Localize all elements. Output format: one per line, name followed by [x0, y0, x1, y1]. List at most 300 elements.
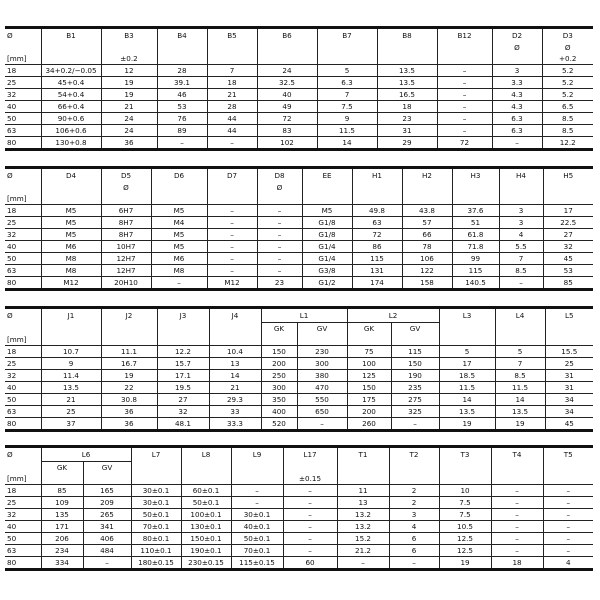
value-cell: 31 [545, 370, 593, 382]
value-cell: 31 [377, 125, 437, 137]
value-cell: – [391, 418, 439, 431]
subheader-cell [452, 182, 499, 193]
value-cell: – [491, 497, 543, 509]
value-cell: 209 [83, 497, 131, 509]
value-cell: 40 [257, 89, 317, 101]
value-cell: 11.1 [101, 346, 157, 358]
bore-size-cell: 25 [5, 358, 41, 370]
bore-size-cell: 40 [5, 101, 41, 113]
subheader-cell [543, 182, 593, 193]
value-cell: 49 [257, 101, 317, 113]
value-cell: 135 [41, 509, 83, 521]
subheader-cell [377, 42, 437, 53]
tolerance-cell [437, 53, 492, 65]
value-cell: 16.7 [101, 358, 157, 370]
header-cell: J1 [41, 308, 101, 323]
value-cell: 44 [207, 125, 257, 137]
value-cell: 18 [377, 101, 437, 113]
value-cell: – [207, 205, 257, 217]
value-cell: 10.5 [439, 521, 491, 533]
header-cell: H5 [543, 168, 593, 183]
value-cell: – [283, 485, 337, 497]
tolerance-cell: ±0.15 [283, 473, 337, 485]
bore-size-cell: 80 [5, 277, 41, 290]
tolerance-cell [439, 334, 495, 346]
value-cell: 36 [101, 137, 157, 150]
value-cell: 18 [491, 557, 543, 570]
value-cell: 45+0.4 [41, 77, 101, 89]
value-cell: 13.5 [41, 382, 101, 394]
value-cell: 100 [347, 358, 391, 370]
table-row [5, 253, 593, 265]
header-cell: J2 [101, 308, 157, 323]
value-cell: 380 [297, 370, 347, 382]
value-cell: 11 [337, 485, 389, 497]
subheader-cell [495, 323, 545, 335]
tolerance-cell [389, 473, 439, 485]
subheader-cell: GK [347, 323, 391, 335]
table-row [5, 533, 593, 545]
subheader-cell [439, 323, 495, 335]
value-cell: 400 [261, 406, 297, 418]
subheader-cell [283, 462, 337, 474]
tolerance-cell [545, 334, 593, 346]
table-row [5, 370, 593, 382]
value-cell: 71.8 [452, 241, 499, 253]
header-cell: B3 [101, 28, 157, 43]
value-cell: 10.7 [41, 346, 101, 358]
header-cell: D3 [542, 28, 593, 43]
header-cell: L17 [283, 447, 337, 462]
value-cell: – [157, 137, 207, 150]
value-cell: 150 [391, 358, 439, 370]
header-cell: B12 [437, 28, 492, 43]
tolerance-cell: ±0.2 [101, 53, 157, 65]
value-cell: 174 [352, 277, 402, 290]
header-cell: L5 [545, 308, 593, 323]
value-cell: 27 [157, 394, 209, 406]
value-cell: 470 [297, 382, 347, 394]
value-cell: 33 [209, 406, 261, 418]
header-cell: T3 [439, 447, 491, 462]
tolerance-cell [207, 193, 257, 205]
value-cell: 72 [352, 229, 402, 241]
value-cell: 32 [543, 241, 593, 253]
value-cell: G1/2 [302, 277, 352, 290]
value-cell: – [283, 497, 337, 509]
value-cell: – [257, 229, 302, 241]
value-cell: 4.3 [492, 101, 542, 113]
tolerance-cell [257, 193, 302, 205]
value-cell: 7 [499, 253, 543, 265]
value-cell: 19 [439, 418, 495, 431]
header-cell: Ø [7, 171, 13, 180]
value-cell: 39.1 [157, 77, 207, 89]
subheader-cell [157, 42, 207, 53]
value-cell: 13.2 [337, 521, 389, 533]
subheader-cell [151, 182, 207, 193]
value-cell: 3 [389, 509, 439, 521]
value-cell: 175 [347, 394, 391, 406]
value-cell: 12H7 [101, 265, 151, 277]
bore-size-cell: 80 [5, 557, 41, 570]
tolerance-cell [377, 53, 437, 65]
value-cell: G1/4 [302, 241, 352, 253]
header-cell: H1 [352, 168, 402, 183]
tolerance-cell [439, 473, 491, 485]
subheader-cell: GV [297, 323, 347, 335]
value-cell: 8.5 [542, 113, 593, 125]
value-cell: 250 [261, 370, 297, 382]
subheader-cell [41, 182, 101, 193]
value-cell: 72 [437, 137, 492, 150]
value-cell: 90+0.6 [41, 113, 101, 125]
tolerance-cell [543, 193, 593, 205]
tolerance-cell [452, 193, 499, 205]
value-cell: 83 [257, 125, 317, 137]
subheader-cell [402, 182, 452, 193]
value-cell: 21 [209, 382, 261, 394]
value-cell: 30±0.1 [231, 509, 283, 521]
value-cell: 19 [101, 370, 157, 382]
value-cell: 109 [41, 497, 83, 509]
value-cell: 4.3 [492, 89, 542, 101]
value-cell: 7 [317, 89, 377, 101]
table-row [5, 394, 593, 406]
value-cell: 78 [402, 241, 452, 253]
bore-size-cell: 32 [5, 370, 41, 382]
value-cell: 200 [347, 406, 391, 418]
value-cell: 60 [283, 557, 337, 570]
value-cell: 8.5 [495, 370, 545, 382]
header-cell: D7 [207, 168, 257, 183]
value-cell: M5 [41, 205, 101, 217]
bore-size-cell: 40 [5, 241, 41, 253]
value-cell: M8 [41, 253, 101, 265]
value-cell: 5 [495, 346, 545, 358]
value-cell: 17 [439, 358, 495, 370]
value-cell: – [437, 89, 492, 101]
subheader-cell: GK [41, 462, 83, 474]
dimensions-table-1 [5, 26, 593, 151]
value-cell: M5 [151, 241, 207, 253]
tolerance-cell [209, 334, 261, 346]
value-cell: 13.2 [337, 509, 389, 521]
value-cell: 8H7 [101, 229, 151, 241]
value-cell: – [437, 77, 492, 89]
value-cell: 8.5 [499, 265, 543, 277]
bore-size-cell: 40 [5, 382, 41, 394]
value-cell: 45 [543, 253, 593, 265]
bore-size-cell: 18 [5, 205, 41, 217]
value-cell: 14 [209, 370, 261, 382]
value-cell: 76 [157, 113, 207, 125]
tolerance-cell [231, 473, 283, 485]
value-cell: 4 [499, 229, 543, 241]
tolerance-cell [207, 53, 257, 65]
tolerance-cell [151, 193, 207, 205]
bore-size-cell: 25 [5, 497, 41, 509]
value-cell: 31 [545, 382, 593, 394]
value-cell: 22 [101, 382, 157, 394]
value-cell: M5 [302, 205, 352, 217]
value-cell: 30±0.1 [131, 497, 181, 509]
value-cell: 89 [157, 125, 207, 137]
value-cell: 3 [492, 65, 542, 77]
tolerance-cell [257, 53, 317, 65]
value-cell: 36 [101, 418, 157, 431]
value-cell: M5 [41, 217, 101, 229]
value-cell: 29.3 [209, 394, 261, 406]
subheader-cell [302, 182, 352, 193]
value-cell: 63 [352, 217, 402, 229]
value-cell: 19 [495, 418, 545, 431]
value-cell: 12.2 [157, 346, 209, 358]
value-cell: 150 [347, 382, 391, 394]
header-cell: L8 [181, 447, 231, 462]
header-cell: EE [302, 168, 352, 183]
value-cell: 7 [207, 65, 257, 77]
value-cell: 234 [41, 545, 83, 557]
value-cell: 21 [41, 394, 101, 406]
subheader-cell [389, 462, 439, 474]
value-cell: 115 [452, 265, 499, 277]
value-cell: 10.4 [209, 346, 261, 358]
table-row [5, 277, 593, 290]
header-cell: H2 [402, 168, 452, 183]
table-row [5, 545, 593, 557]
value-cell: 46 [157, 89, 207, 101]
value-cell: 171 [41, 521, 83, 533]
dimensions-table-2 [5, 166, 593, 291]
value-cell: G1/8 [302, 217, 352, 229]
value-cell: 53 [543, 265, 593, 277]
value-cell: 5 [317, 65, 377, 77]
value-cell: M5 [151, 229, 207, 241]
bore-size-cell: 80 [5, 418, 41, 431]
value-cell: 16.5 [377, 89, 437, 101]
value-cell: 235 [391, 382, 439, 394]
tolerance-cell [402, 193, 452, 205]
bore-size-cell: 63 [5, 545, 41, 557]
value-cell: 230 [297, 346, 347, 358]
value-cell: 150±0.1 [181, 533, 231, 545]
value-cell: 484 [83, 545, 131, 557]
value-cell: 334 [41, 557, 83, 570]
value-cell: 6 [389, 533, 439, 545]
subheader-cell: GV [83, 462, 131, 474]
value-cell: 6H7 [101, 205, 151, 217]
value-cell: – [437, 65, 492, 77]
table-row [5, 265, 593, 277]
value-cell: M12 [207, 277, 257, 290]
value-cell: – [151, 277, 207, 290]
value-cell: 265 [83, 509, 131, 521]
value-cell: 190 [391, 370, 439, 382]
subheader-cell [337, 462, 389, 474]
value-cell: 11.5 [495, 382, 545, 394]
bore-size-cell: 18 [5, 65, 41, 77]
tolerance-cell [41, 193, 101, 205]
value-cell: – [492, 137, 542, 150]
value-cell: 5 [439, 346, 495, 358]
subheader-cell [257, 42, 317, 53]
table-row [5, 418, 593, 431]
value-cell: 28 [157, 65, 207, 77]
table-row [5, 346, 593, 358]
value-cell: 122 [402, 265, 452, 277]
subheader-cell [352, 182, 402, 193]
value-cell: – [283, 545, 337, 557]
header-cell: L9 [231, 447, 283, 462]
value-cell: 34 [545, 406, 593, 418]
value-cell: 24 [101, 113, 157, 125]
header-cell: B5 [207, 28, 257, 43]
header-cell: T2 [389, 447, 439, 462]
subheader-cell [545, 323, 593, 335]
tolerance-cell [261, 334, 297, 346]
value-cell: M8 [41, 265, 101, 277]
value-cell: 66+0.4 [41, 101, 101, 113]
value-cell: 8H7 [101, 217, 151, 229]
value-cell: 80±0.1 [131, 533, 181, 545]
value-cell: M6 [151, 253, 207, 265]
subheader-cell [317, 42, 377, 53]
header-cell: B7 [317, 28, 377, 43]
tolerance-cell [41, 334, 101, 346]
value-cell: 11.4 [41, 370, 101, 382]
value-cell: 23 [377, 113, 437, 125]
header-cell: T5 [543, 447, 593, 462]
unit-cell: [mm] [7, 334, 27, 344]
value-cell: 341 [83, 521, 131, 533]
value-cell: 165 [83, 485, 131, 497]
value-cell: 36 [101, 406, 157, 418]
value-cell: 190±0.1 [181, 545, 231, 557]
value-cell: 32.5 [257, 77, 317, 89]
header-cell: B6 [257, 28, 317, 43]
value-cell: 115 [352, 253, 402, 265]
bore-size-cell: 63 [5, 265, 41, 277]
subheader-cell: Ø [101, 182, 151, 193]
subheader-cell [101, 42, 157, 53]
header-cell: H3 [452, 168, 499, 183]
value-cell: – [491, 485, 543, 497]
bore-size-cell: 25 [5, 77, 41, 89]
value-cell: 11.5 [439, 382, 495, 394]
value-cell: 15.2 [337, 533, 389, 545]
value-cell: 9 [41, 358, 101, 370]
bore-size-cell: 18 [5, 346, 41, 358]
value-cell: 115±0.15 [231, 557, 283, 570]
value-cell: M6 [41, 241, 101, 253]
value-cell: 4 [543, 557, 593, 570]
value-cell: 44 [207, 113, 257, 125]
value-cell: M5 [41, 229, 101, 241]
value-cell: 17.1 [157, 370, 209, 382]
value-cell: 40±0.1 [231, 521, 283, 533]
value-cell: 19.5 [157, 382, 209, 394]
dimensions-table-3 [5, 306, 593, 432]
value-cell: G3/8 [302, 265, 352, 277]
subheader-cell [5, 462, 41, 474]
value-cell: – [543, 509, 593, 521]
value-cell: 61.8 [452, 229, 499, 241]
value-cell: 18 [207, 77, 257, 89]
tolerance-cell [101, 334, 157, 346]
value-cell: 3 [499, 217, 543, 229]
tolerance-cell [492, 53, 542, 65]
value-cell: 6 [389, 545, 439, 557]
value-cell: – [231, 485, 283, 497]
header-cell: T1 [337, 447, 389, 462]
value-cell: – [207, 217, 257, 229]
value-cell: 25 [41, 406, 101, 418]
value-cell: 17 [543, 205, 593, 217]
value-cell: – [207, 241, 257, 253]
value-cell: – [543, 497, 593, 509]
value-cell: 24 [101, 125, 157, 137]
value-cell: 30±0.1 [131, 485, 181, 497]
value-cell: – [543, 521, 593, 533]
header-cell: H4 [499, 168, 543, 183]
value-cell: 520 [261, 418, 297, 431]
value-cell: 131 [352, 265, 402, 277]
value-cell: 6.3 [492, 125, 542, 137]
value-cell: – [491, 521, 543, 533]
value-cell: 45 [545, 418, 593, 431]
value-cell: 550 [297, 394, 347, 406]
unit-cell: [mm] [7, 473, 27, 483]
subheader-cell [41, 42, 101, 53]
value-cell: 13.5 [377, 65, 437, 77]
table-row [5, 113, 593, 125]
subheader-cell [5, 323, 41, 335]
tolerance-cell [543, 473, 593, 485]
tolerance-cell [297, 334, 347, 346]
value-cell: – [389, 557, 439, 570]
tolerance-cell [83, 473, 131, 485]
value-cell: 24 [257, 65, 317, 77]
value-cell: 102 [257, 137, 317, 150]
table-row [5, 241, 593, 253]
value-cell: 33.3 [209, 418, 261, 431]
table-row [5, 509, 593, 521]
tolerance-cell [41, 473, 83, 485]
table-row [5, 557, 593, 570]
value-cell: G1/4 [302, 253, 352, 265]
value-cell: – [257, 253, 302, 265]
value-cell: 180±0.15 [131, 557, 181, 570]
value-cell: 7.5 [439, 497, 491, 509]
value-cell: 48.1 [157, 418, 209, 431]
value-cell: 230±0.15 [181, 557, 231, 570]
table-row [5, 77, 593, 89]
value-cell: 15.5 [545, 346, 593, 358]
unit-cell: [mm] [7, 53, 27, 63]
value-cell: – [437, 125, 492, 137]
tolerance-cell [491, 473, 543, 485]
subheader-cell [181, 462, 231, 474]
value-cell: – [207, 137, 257, 150]
value-cell: 32 [157, 406, 209, 418]
header-cell: Ø [7, 311, 13, 320]
tolerance-cell [181, 473, 231, 485]
subheader-cell: GK [261, 323, 297, 335]
value-cell: 10H7 [101, 241, 151, 253]
bore-size-cell: 32 [5, 229, 41, 241]
value-cell: – [543, 533, 593, 545]
